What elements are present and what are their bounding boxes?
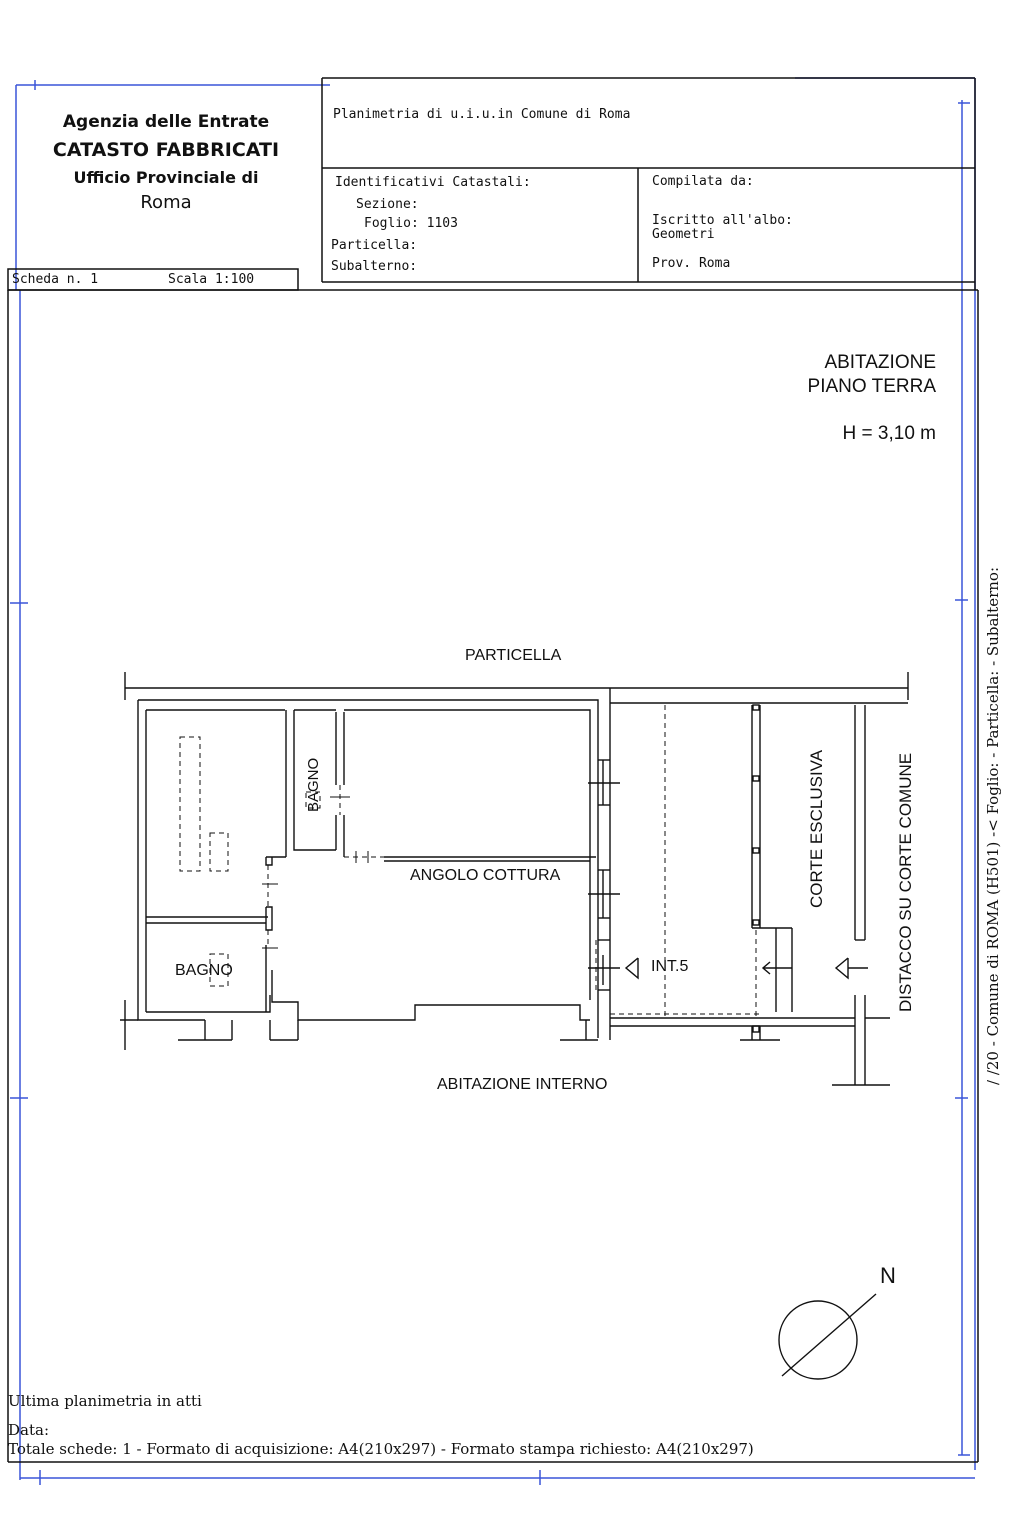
opening-ticks [262,797,368,948]
distacco-label: DISTACCO SU CORTE COMUNE [896,752,915,1012]
province-value: Prov. Roma [652,256,731,271]
header-boxes [8,78,978,1462]
totale-schede: Totale schede: 1 - Formato di acquisizione: A4(210x297) - Formato stampa richiesto: A4(210x297) [8,1440,754,1458]
subalterno-field: Subalterno: [331,259,418,274]
int5-label: INT.5 [651,958,689,975]
particella-field: Particella: [331,238,418,253]
ultima-planimetria: Ultima planimetria in atti [8,1392,202,1410]
profession-value: Geometri [652,227,715,242]
side-stamp: / /20 - Comune di ROMA (H501) -< Foglio: - Particella: - Subalterno: [984,566,1002,1085]
foglio-field: Foglio: 1103 [364,216,458,231]
north-label: N [880,1263,896,1288]
ceiling-height: H = 3,10 m [842,423,936,444]
sezione-field: Sezione: [356,197,419,212]
particella-label: PARTICELLA [465,647,562,664]
office-name: CATASTO FABBRICATI [52,139,280,161]
corte-esclusiva-label: CORTE ESCLUSIVA [807,749,826,908]
iscritto-label: Iscritto all'albo: [652,213,793,228]
date-label: Data: [8,1421,49,1439]
angolo-cottura-label: ANGOLO COTTURA [410,867,561,884]
abitazione-interno-label: ABITAZIONE INTERNO [437,1076,608,1093]
scheda-number: Scheda n. 1 [12,272,99,287]
identifiers-label: Identificativi Catastali: [335,175,531,190]
office-city: Roma [140,192,192,213]
plan-title-line2: PIANO TERRA [807,376,936,397]
bagno-bottom-label: BAGNO [175,962,233,979]
plan-title: Planimetria di u.i.u.in Comune di Roma [333,107,631,122]
provincial-office: Ufficio Provinciale di [73,168,259,187]
scale-value: Scala 1:100 [168,272,255,287]
blue-frame [10,78,975,1485]
bagno-top-label: BAGNO [305,757,322,812]
agency-name: Agenzia delle Entrate [62,112,270,132]
plan-title-line1: ABITAZIONE [824,352,936,373]
north-compass-icon [779,1294,876,1379]
compiled-by-label: Compilata da: [652,174,754,189]
